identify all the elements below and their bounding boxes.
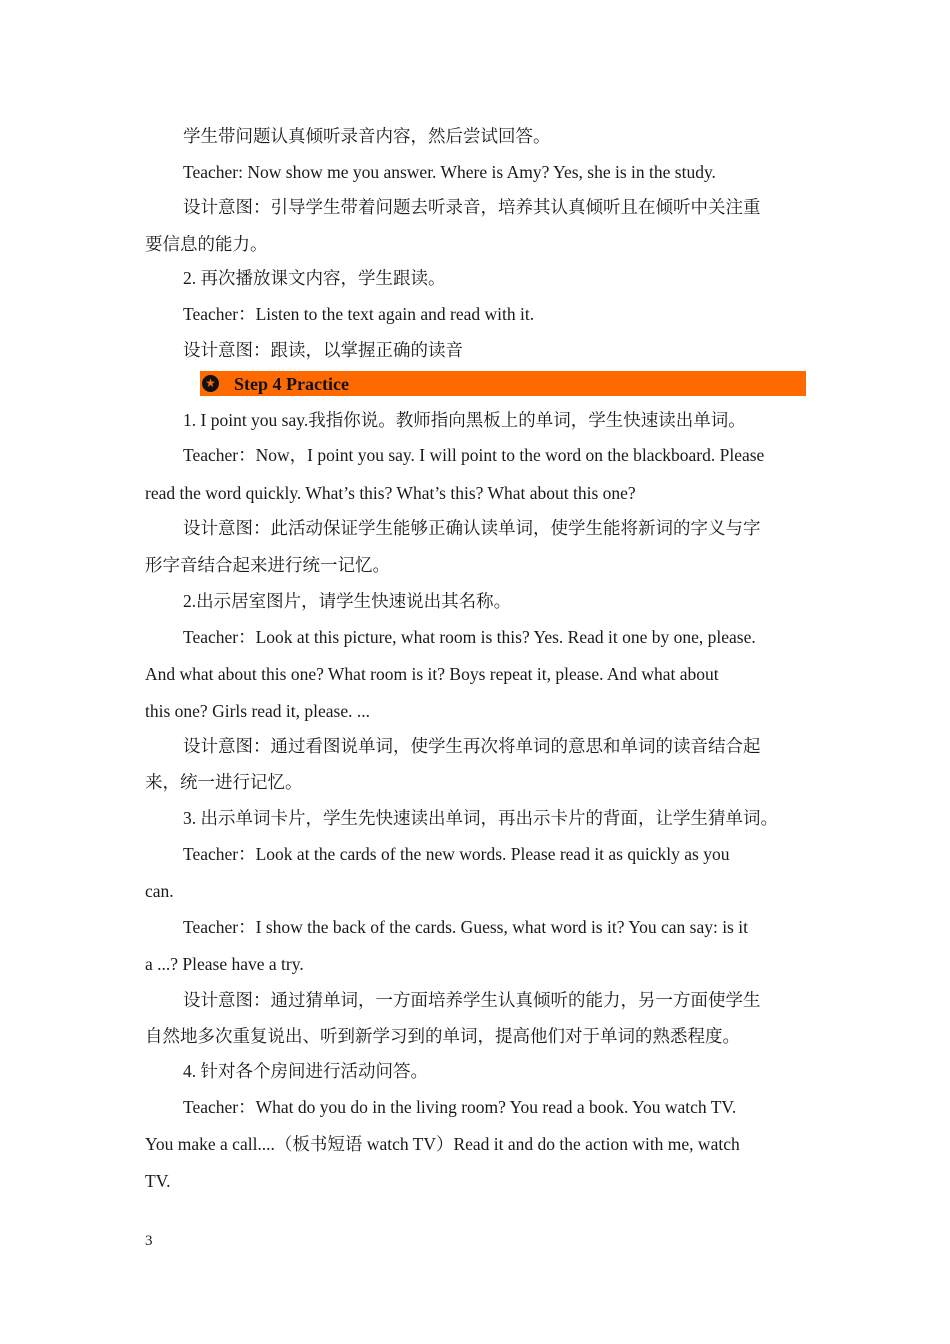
paragraph-line: Teacher：Look at this picture, what room is this? Yes. Read it one by one, please. <box>183 627 756 647</box>
page-number: 3 <box>145 1233 153 1249</box>
paragraph-line: this one? Girls read it, please. ... <box>145 701 371 721</box>
paragraph-line: 4. 针对各个房间进行活动问答。 <box>183 1061 428 1081</box>
paragraph-line: 2. 再次播放课文内容，学生跟读。 <box>183 268 446 288</box>
paragraph-line: 设计意图：通过猜单词，一方面培养学生认真倾听的能力，另一方面使学生 <box>183 990 761 1010</box>
paragraph-line: 设计意图：通过看图说单词，使学生再次将单词的意思和单词的读音结合起 <box>183 736 761 756</box>
paragraph-line: 设计意图：引导学生带着问题去听录音，培养其认真倾听且在倾听中关注重 <box>183 197 761 217</box>
paragraph-line: 自然地多次重复说出、听到新学习到的单词，提高他们对于单词的熟悉程度。 <box>145 1026 740 1046</box>
paragraph-line: 要信息的能力。 <box>145 234 268 254</box>
paragraph-line: 来，统一进行记忆。 <box>145 772 303 792</box>
paragraph-line: read the word quickly. What’s this? What’s this? What about this one? <box>145 483 636 503</box>
paragraph-line: 1. I point you say.我指你说。教师指向黑板上的单词，学生快速读出单词。 <box>183 410 746 430</box>
paragraph-line: Teacher：Look at the cards of the new words. Please read it as quickly as you <box>183 844 730 864</box>
paragraph-line: a ...? Please have a try. <box>145 954 304 974</box>
paragraph-line: Teacher：Now，I point you say. I will point to the word on the blackboard. Please <box>183 445 765 465</box>
paragraph-line: Teacher：What do you do in the living room? You read a book. You watch TV. <box>183 1097 737 1117</box>
paragraph-line: 设计意图：此活动保证学生能够正确认读单词，使学生能将新词的字义与字 <box>183 518 761 538</box>
paragraph-line: Teacher：I show the back of the cards. Guess, what word is it? You can say: is it <box>183 917 748 937</box>
paragraph-line: 3. 出示单词卡片，学生先快速读出单词，再出示卡片的背面，让学生猜单词。 <box>183 808 778 828</box>
paragraph-line: 形字音结合起来进行统一记忆。 <box>145 555 390 575</box>
paragraph-line: Teacher: Now show me you answer. Where is Amy? Yes, she is in the study. <box>183 162 716 182</box>
paragraph-line: And what about this one? What room is it? Boys repeat it, please. And what about <box>145 664 719 684</box>
paragraph-line: You make a call....（板书短语 watch TV）Read it and do the action with me, watch <box>145 1134 740 1154</box>
paragraph-line: 学生带问题认真倾听录音内容，然后尝试回答。 <box>183 126 551 146</box>
paragraph-line: Teacher：Listen to the text again and read with it. <box>183 304 535 324</box>
step-heading-title: Step 4 Practice <box>234 374 349 394</box>
paragraph-line: 2.出示居室图片，请学生快速说出其名称。 <box>183 591 512 611</box>
star-badge-icon: ★ <box>202 375 219 392</box>
paragraph-line: TV. <box>145 1171 171 1191</box>
paragraph-line: can. <box>145 881 174 901</box>
paragraph-line: 设计意图：跟读，以掌握正确的读音 <box>183 340 463 360</box>
